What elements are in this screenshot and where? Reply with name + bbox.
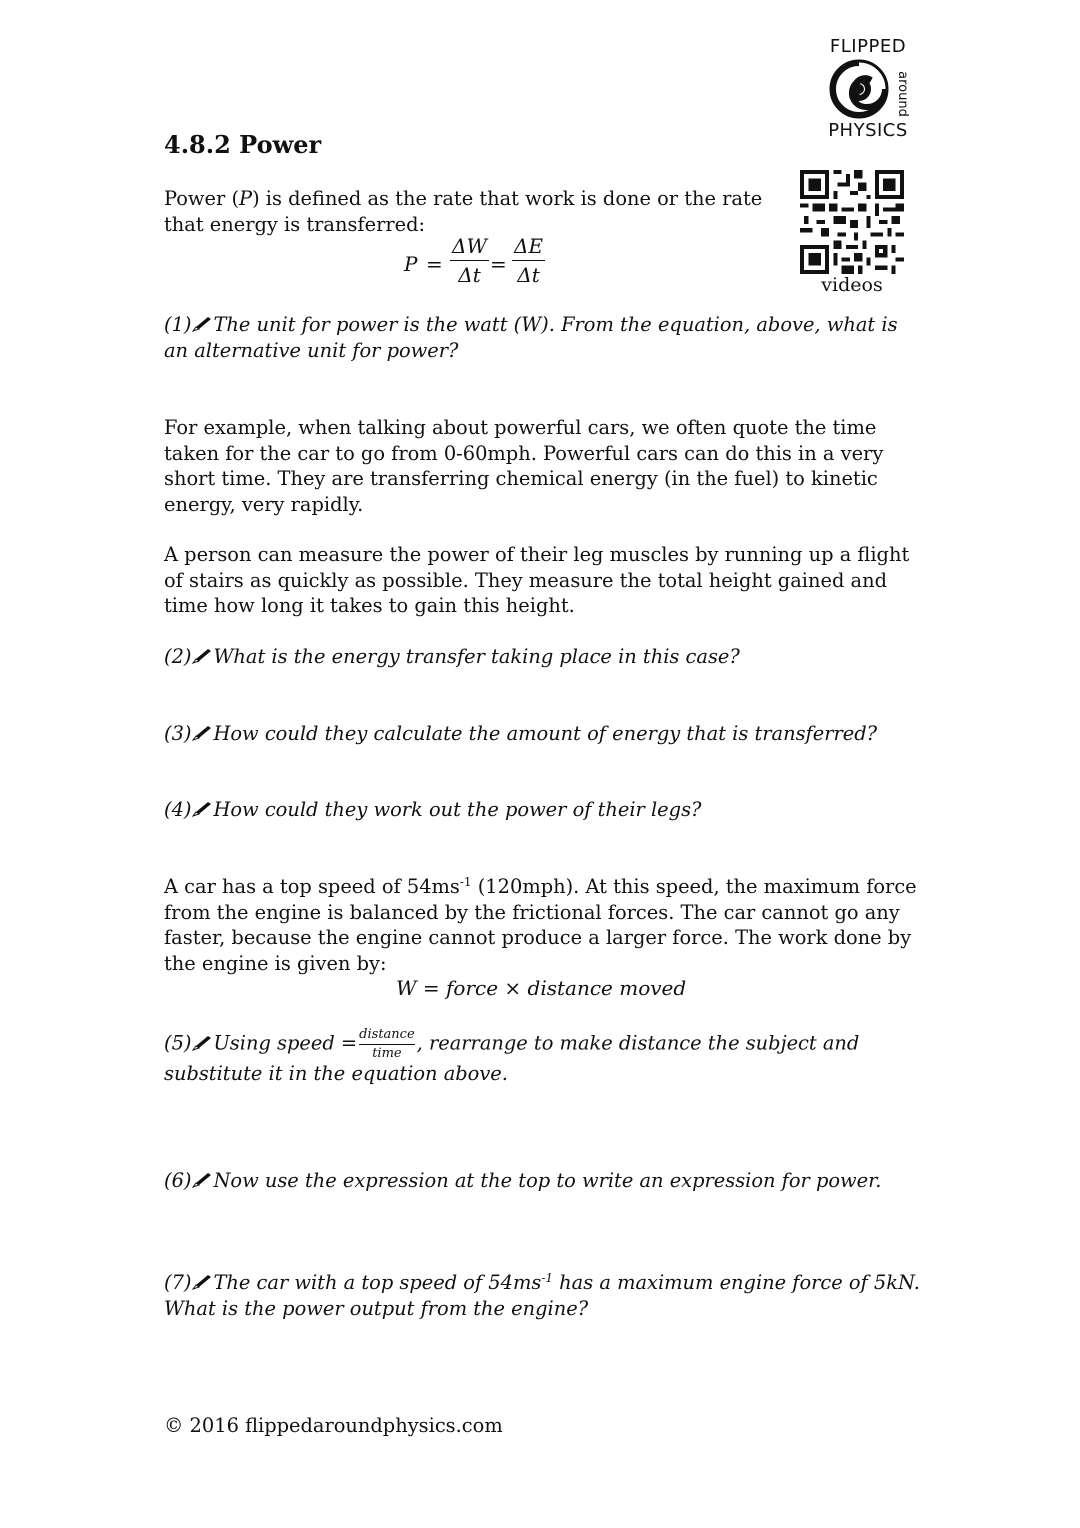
equals-sign-1: = <box>426 252 443 276</box>
question-text: What is the energy transfer taking place in this case? <box>213 645 740 668</box>
unit-exponent: -1 <box>459 875 472 889</box>
question-5 <box>164 1028 924 1087</box>
fraction-numerator: ΔE <box>514 234 544 258</box>
question-text-start: Using speed = <box>213 1031 358 1055</box>
intro-paragraph <box>164 186 784 237</box>
intro-text-start: Power ( <box>164 187 240 210</box>
fraction-denominator: Δt <box>458 263 481 287</box>
question-text-start: The car with a top speed of 54ms <box>213 1271 542 1294</box>
pencil-icon <box>192 1274 212 1290</box>
question-text: Now use the expression at the top to write an expression for power. <box>213 1169 882 1192</box>
fraction-denominator: Δt <box>517 263 540 287</box>
question-text: How could they calculate the amount of energy that is transferred? <box>213 722 878 745</box>
swirl-logo-icon <box>826 58 892 120</box>
question-7 <box>164 1270 924 1322</box>
question-4 <box>164 797 924 823</box>
question-6 <box>164 1168 924 1194</box>
question-number: (7) <box>164 1271 192 1294</box>
car-text-end: (120mph). At this speed, the maximum force from the engine is balanced by the frictional forces. The car cannot go any faster, because the engine cannot produce a larger force. The work done by the engine is given by: <box>164 875 917 975</box>
question-text-end: , rearrange to make distance the subject and substitute it in the equation above. <box>164 1031 860 1085</box>
pencil-icon <box>192 801 212 817</box>
stairs-paragraph: A person can measure the power of their leg muscles by running up a flight of stairs as quickly as possible. They measure the total height gained and time how long it takes to gain this height. <box>164 543 910 617</box>
logo-side-text: around <box>895 71 910 117</box>
question-number: (3) <box>164 722 192 745</box>
equation-lhs: P <box>404 252 418 276</box>
question-number: (4) <box>164 798 192 821</box>
fraction-bar <box>450 260 489 261</box>
page-title: 4.8.2 Power <box>164 130 322 159</box>
logo-top-text: FLIPPED <box>829 36 907 57</box>
question-number: (6) <box>164 1169 192 1192</box>
pencil-icon <box>192 1035 212 1051</box>
fraction-energy-time <box>512 234 545 287</box>
question-text: The unit for power is the watt (W). From the equation, above, what is an alternative unit for power? <box>164 313 898 362</box>
flipped-around-physics-logo <box>818 36 918 144</box>
pencil-icon <box>192 725 212 741</box>
fraction-work-time <box>450 234 489 287</box>
question-number: (2) <box>164 645 192 668</box>
fraction-denominator: time <box>372 1046 402 1061</box>
qr-caption: videos <box>821 274 883 296</box>
cars-paragraph: For example, when talking about powerful cars, we often quote the time taken for the car to go from 0-60mph. Powerful cars can do this in a very short time. They are transferring chemical energy (in the fuel) to kinetic energy, very rapidly. <box>164 416 884 516</box>
power-symbol: P <box>239 187 253 210</box>
fraction-bar <box>512 260 545 261</box>
work-equation: W = force × distance moved <box>396 976 687 1000</box>
question-text: How could they work out the power of their legs? <box>213 798 702 821</box>
fraction-bar <box>359 1044 414 1045</box>
car-text-start: A car has a top speed of 54ms <box>164 875 460 898</box>
question-number: (1) <box>164 313 192 336</box>
qr-code-icon[interactable] <box>800 170 904 274</box>
pencil-icon <box>192 1172 212 1188</box>
question-1 <box>164 312 924 364</box>
speed-fraction <box>359 1028 414 1061</box>
intro-text-end: ) is defined as the rate that work is done or the rate that energy is transferred: <box>164 187 763 236</box>
copyright-footer: © 2016 flippedaroundphysics.com <box>164 1414 503 1437</box>
logo-bottom-text: PHYSICS <box>828 120 908 141</box>
car-speed-paragraph <box>164 874 924 976</box>
question-text-end: has a maximum engine force of 5kN. What is the power output from the engine? <box>164 1271 920 1320</box>
equals-sign-2: = <box>490 252 507 276</box>
fraction-numerator: ΔW <box>452 234 487 258</box>
question-2 <box>164 644 924 670</box>
unit-exponent: -1 <box>541 1271 554 1285</box>
question-3 <box>164 721 924 747</box>
fraction-numerator: distance <box>359 1027 415 1042</box>
question-number: (5) <box>164 1031 192 1055</box>
pencil-icon <box>192 316 212 332</box>
pencil-icon <box>192 648 212 664</box>
